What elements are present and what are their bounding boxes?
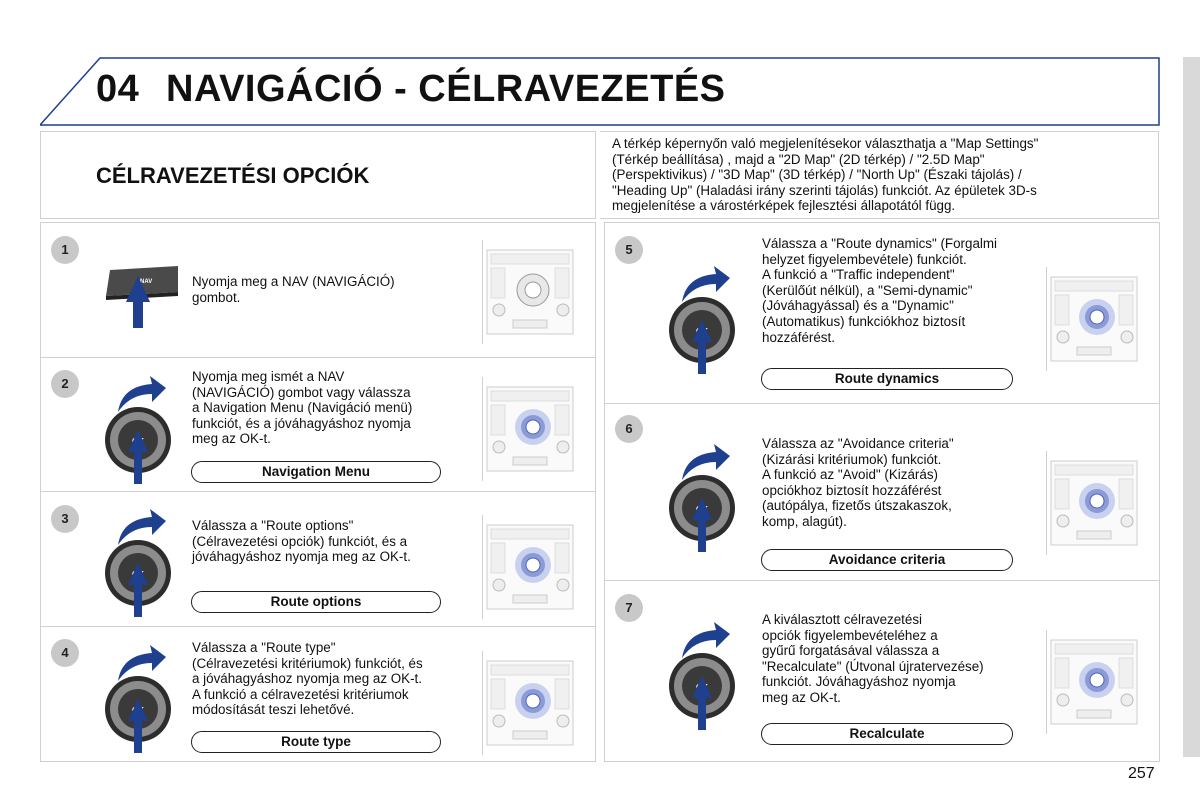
step-text-line: (Jóváhagyással) és a "Dynamic" (762, 298, 954, 314)
control-panel-illustration (1046, 267, 1141, 371)
step-text-line: Válassza a "Route dynamics" (Forgalmi (762, 236, 998, 251)
page-number: 257 (1128, 765, 1155, 782)
step-text-line: jóváhagyáshoz nyomja meg az OK-t. (192, 549, 411, 565)
step-text (192, 369, 412, 447)
step-text-line: (autópálya, fizetős útszakaszok, (762, 498, 952, 514)
rotary-knob-icon (104, 505, 180, 626)
control-panel-illustration (1046, 451, 1141, 555)
intro-line: (Térkép beállítása) , majd a "2D Map" (2D térkép) / "2.5D Map" (612, 151, 985, 167)
intro-line: megjelenítése a várostérképek fejlesztési állapotától függ. (612, 198, 956, 214)
rotary-knob-icon (104, 372, 180, 493)
menu-option-label: Route type (191, 731, 441, 753)
step-text (762, 236, 997, 345)
step-text-line: módosítását teszi lehetővé. (192, 702, 355, 718)
step-text-line: (Kizárási kritériumok) funkciót. (762, 451, 942, 467)
rotary-knob-icon (668, 618, 744, 739)
step-number: 3 (51, 505, 79, 533)
step-text-line: meg az OK-t. (762, 689, 841, 705)
rotary-knob-icon (104, 641, 180, 762)
step-text-line: A funkció az "Avoid" (Kizárás) (762, 467, 938, 483)
step-number: 6 (615, 415, 643, 443)
step-text-line: funkciót, és a jóváhagyáshoz nyomja (192, 415, 411, 431)
control-panel-illustration (482, 377, 577, 481)
step-text (762, 612, 984, 706)
step-text-line: A funkció a "Traffic independent" (762, 267, 955, 283)
step-text-line: Válassza a "Route type" (192, 640, 336, 655)
nav-button-icon (104, 262, 184, 335)
step-text-line: a Navigation Menu (Navigáció menü) (192, 400, 413, 416)
chapter-title: NAVIGÁCIÓ - CÉLRAVEZETÉS (166, 68, 726, 110)
menu-option-label: Route options (191, 591, 441, 613)
step-text (762, 436, 954, 530)
step-text-line: (Célravezetési kritériumok) funkciót, és (192, 655, 423, 671)
menu-option-label: Route dynamics (761, 368, 1013, 390)
control-panel-illustration (482, 651, 577, 755)
step-text-line: gyűrű forgatásával válassza a (762, 643, 940, 659)
step-text-line: (Kerülőút nélkül), a "Semi-dynamic" (762, 282, 973, 298)
step-text (192, 640, 423, 718)
step-text-line: (NAVIGÁCIÓ) gombot vagy válassza (192, 384, 411, 400)
step-number: 4 (51, 639, 79, 667)
step-text-line: komp, alagút). (762, 513, 847, 529)
intro-text (612, 136, 1152, 214)
step-text-line: gombot. (192, 289, 241, 305)
step-text (192, 518, 411, 565)
intro-line: A térkép képernyőn való megjelenítésekor választhatja a "Map Settings" (612, 136, 1039, 151)
step-text-line: helyzet figyelembevétele) funkciót. (762, 251, 967, 267)
step-text-line: "Recalculate" (Útvonal újratervezése) (762, 658, 984, 674)
step-text-line: A kiválasztott célravezetési (762, 612, 923, 627)
step-text-line: opciók figyelembevételéhez a (762, 627, 938, 643)
step-text-line: Válassza a "Route options" (192, 518, 354, 533)
step-number: 2 (51, 370, 79, 398)
step-text (192, 274, 395, 305)
step-text-line: opciókhoz biztosít hozzáférést (762, 482, 942, 498)
menu-option-label: Avoidance criteria (761, 549, 1013, 571)
step-text-line: (Automatikus) funkciókhoz biztosít (762, 313, 966, 329)
step-text-line: Nyomja meg a NAV (NAVIGÁCIÓ) (192, 274, 395, 289)
intro-line: "Heading Up" (Haladási irány szerinti tájolás) funkciót. Az épületek 3D-s (612, 182, 1037, 198)
step-number: 7 (615, 594, 643, 622)
step-text-line: Válassza az "Avoidance criteria" (762, 436, 954, 451)
step-text-line: meg az OK-t. (192, 431, 271, 447)
step-text-line: hozzáférést. (762, 329, 835, 345)
step-text-line: funkciót. Jóváhagyáshoz nyomja (762, 674, 956, 690)
section-title: CÉLRAVEZETÉSI OPCIÓK (96, 163, 370, 188)
control-panel-illustration (1046, 630, 1141, 734)
step-text-line: A funkció a célravezetési kritériumok (192, 686, 409, 702)
rotary-knob-icon (668, 440, 744, 561)
step-text-line: (Célravezetési opciók) funkciót, és a (192, 533, 408, 549)
menu-option-label: Navigation Menu (191, 461, 441, 483)
side-tab (1183, 57, 1200, 757)
step-number: 5 (615, 236, 643, 264)
control-panel-illustration (482, 515, 577, 619)
menu-option-label: Recalculate (761, 723, 1013, 745)
step-text-line: Nyomja meg ismét a NAV (192, 369, 345, 384)
chapter-number: 04 (96, 68, 140, 110)
svg-text:NAV: NAV (140, 279, 153, 285)
intro-line: (Perspektivikus) / "3D Map" (3D térkép) / "North Up" (Északi tájolás) / (612, 167, 1022, 183)
rotary-knob-icon (668, 262, 744, 383)
step-text-line: a jóváhagyáshoz nyomja meg az OK-t. (192, 671, 422, 687)
control-panel-illustration (482, 240, 577, 344)
step-number: 1 (51, 236, 79, 264)
